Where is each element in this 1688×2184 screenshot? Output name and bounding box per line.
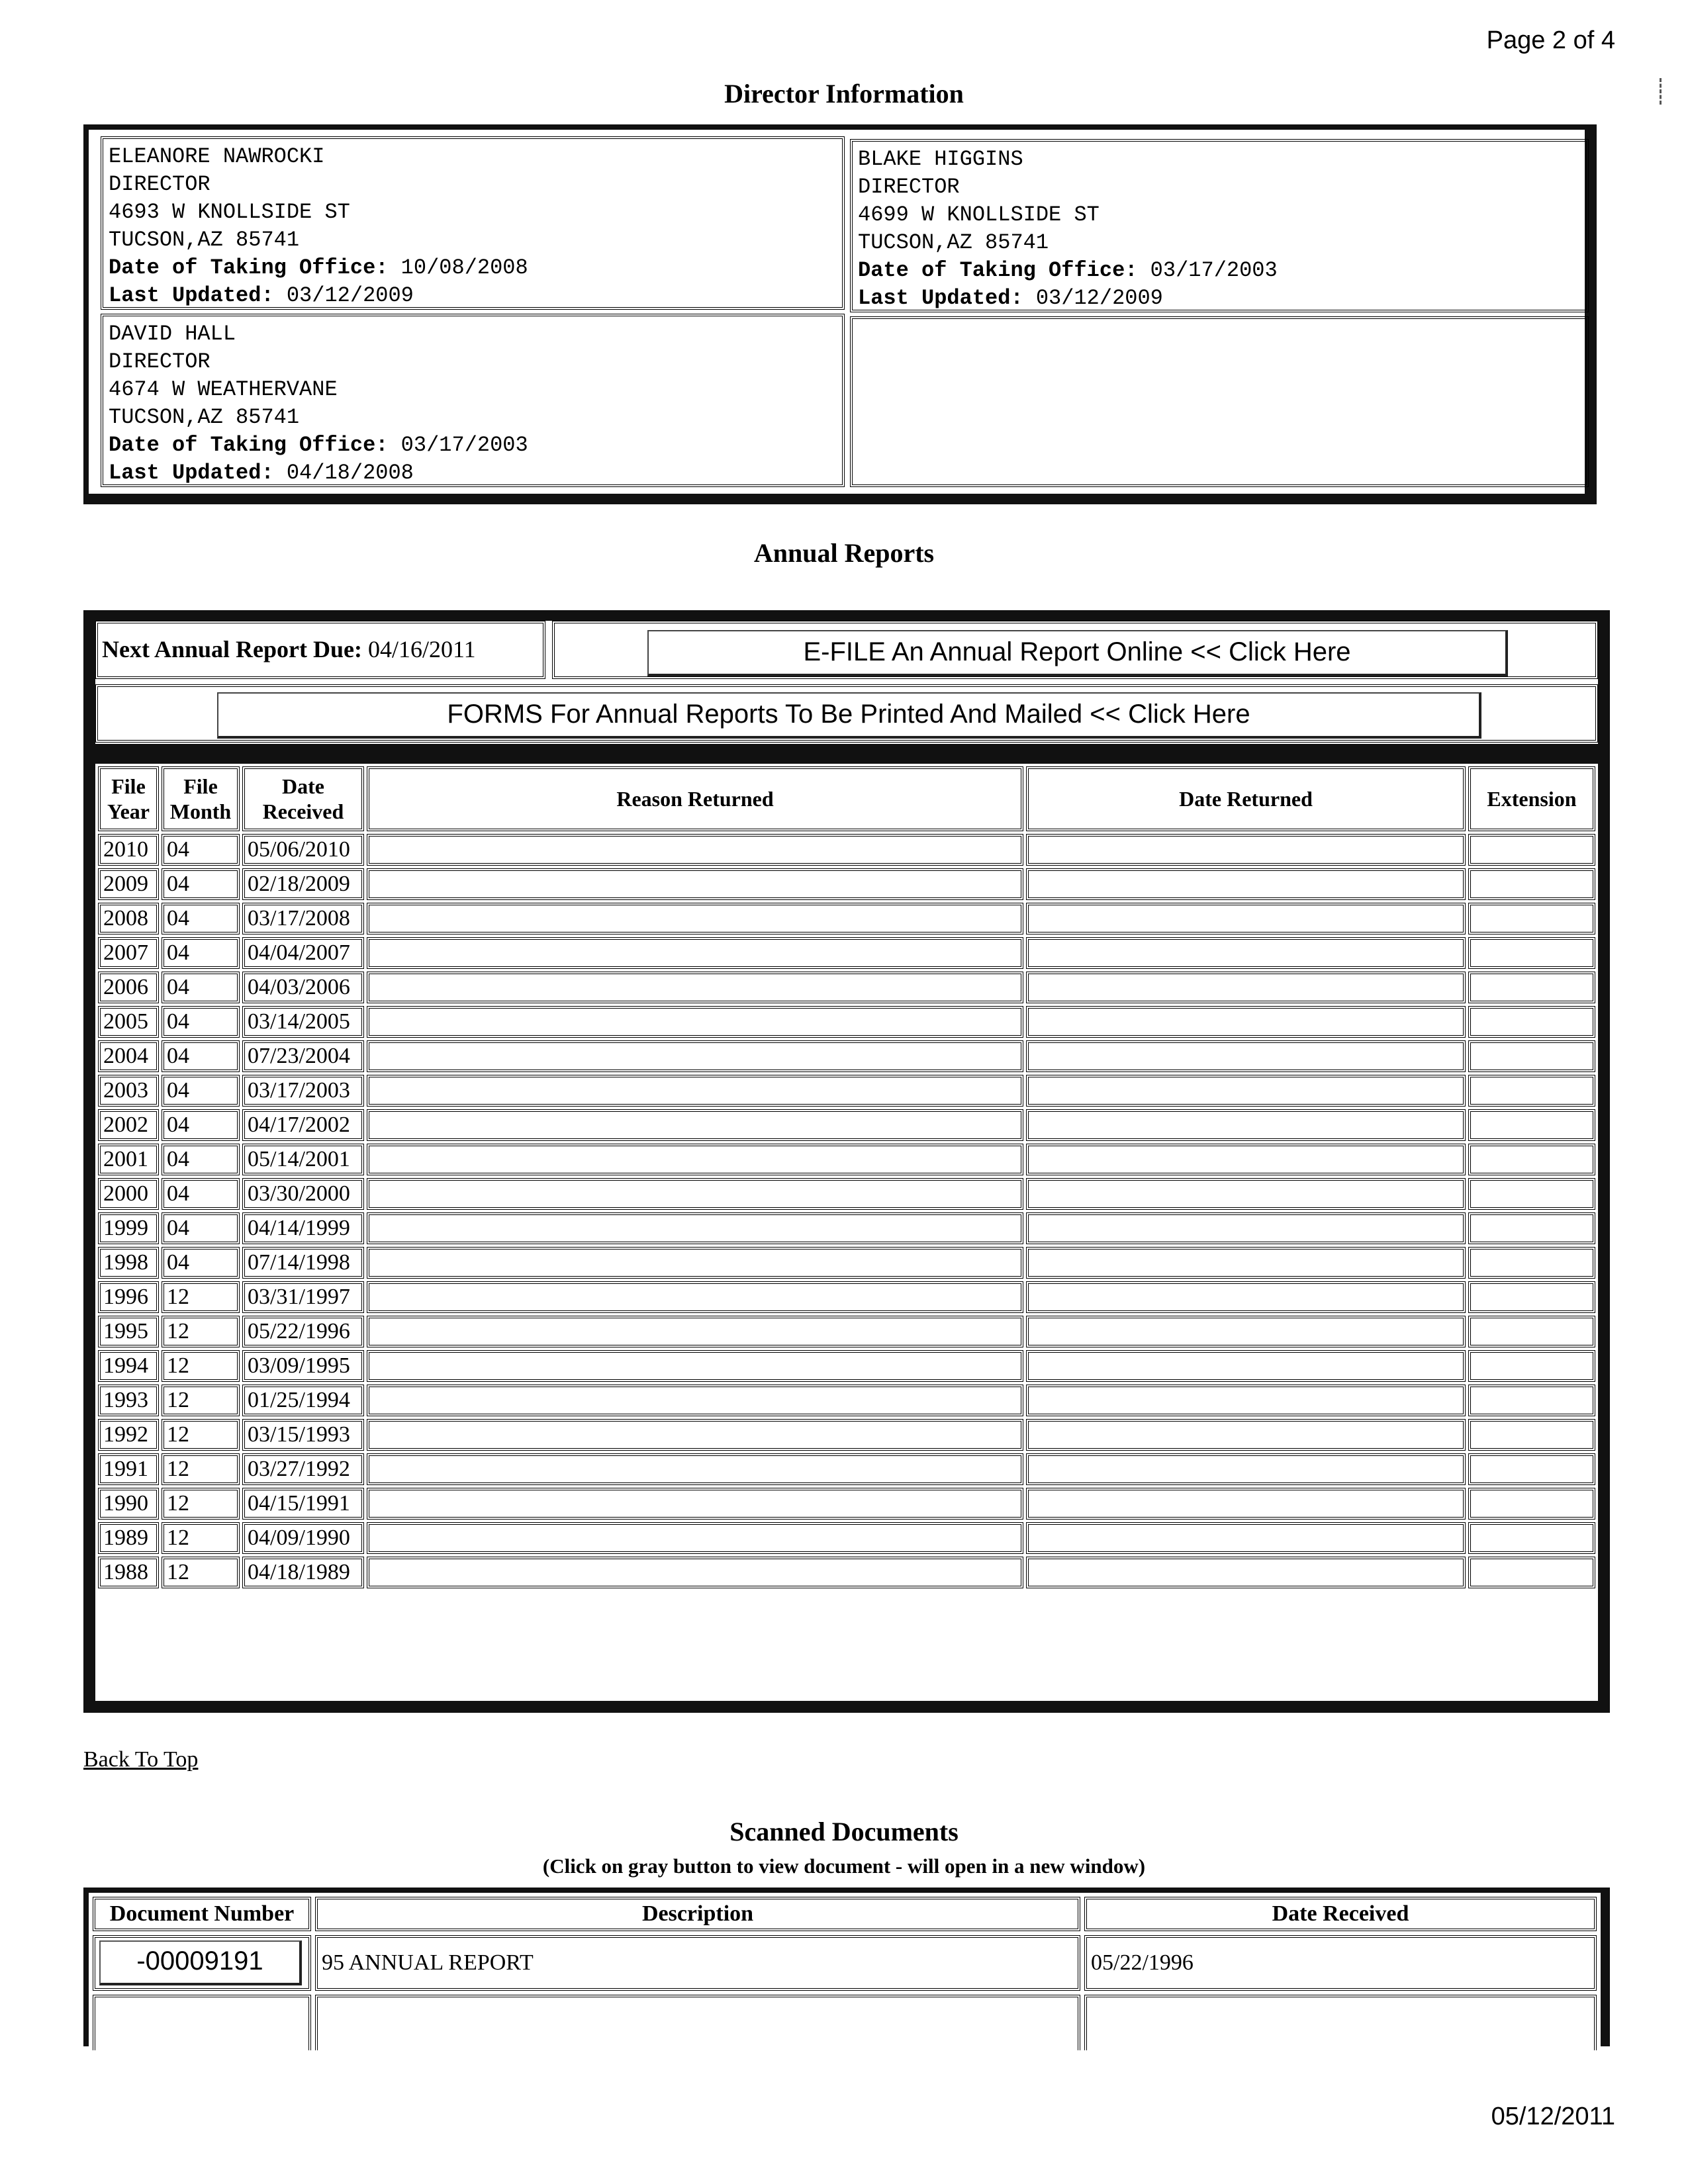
col-file-month: File Month — [162, 766, 240, 831]
director-last-updated: Last Updated: 03/12/2009 — [109, 283, 414, 308]
director-taking-office: Date of Taking Office: 10/08/2008 — [109, 255, 528, 280]
date-returned-cell — [1026, 1281, 1466, 1313]
scanned-documents-table — [83, 1888, 1610, 2046]
director-title: DIRECTOR — [109, 172, 211, 197]
director-taking-office: Date of Taking Office: 03/17/2003 — [109, 433, 528, 457]
reason-returned-cell — [367, 1522, 1023, 1554]
extension-cell — [1468, 1350, 1595, 1382]
forms-cell — [95, 684, 1598, 743]
back-to-top-link[interactable]: Back To Top — [83, 1747, 199, 1772]
extension-cell — [1468, 1281, 1595, 1313]
col-reason-returned: Reason Returned — [367, 766, 1023, 831]
director-title: DIRECTOR — [109, 349, 211, 374]
extension-cell — [1468, 1178, 1595, 1210]
month-cell: 12 — [162, 1281, 240, 1313]
director-name: ELEANORE NAWROCKI — [109, 144, 325, 169]
annual-reports-panel — [83, 610, 1610, 1713]
table-row — [98, 834, 1595, 866]
extension-cell — [1468, 1144, 1595, 1175]
extension-cell — [1468, 1006, 1595, 1038]
month-cell: 04 — [162, 1006, 240, 1038]
empty-cell — [1084, 1995, 1597, 2050]
table-row — [98, 1109, 1595, 1141]
month-cell: 12 — [162, 1522, 240, 1554]
year-cell: 1999 — [98, 1212, 159, 1244]
year-cell: 1989 — [98, 1522, 159, 1554]
reason-returned-cell — [367, 1040, 1023, 1072]
table-row — [98, 903, 1595, 934]
year-cell: 2000 — [98, 1178, 159, 1210]
director-taking-office: Date of Taking Office: 03/17/2003 — [858, 258, 1278, 283]
received-cell: 03/15/1993 — [242, 1419, 364, 1451]
reason-returned-cell — [367, 1453, 1023, 1485]
extension-cell — [1468, 1453, 1595, 1485]
year-cell: 2008 — [98, 903, 159, 934]
month-cell: 12 — [162, 1385, 240, 1416]
reason-returned-cell — [367, 1144, 1023, 1175]
extension-cell — [1468, 937, 1595, 969]
extension-cell — [1468, 972, 1595, 1003]
year-cell: 1994 — [98, 1350, 159, 1382]
received-cell: 03/27/1992 — [242, 1453, 364, 1485]
col-date-received: Date Received — [242, 766, 364, 831]
year-cell: 1991 — [98, 1453, 159, 1485]
date-returned-cell — [1026, 1247, 1466, 1279]
table-row — [98, 1212, 1595, 1244]
table-row — [98, 937, 1595, 969]
table-row — [98, 1040, 1595, 1072]
received-cell: 04/09/1990 — [242, 1522, 364, 1554]
extension-cell — [1468, 834, 1595, 866]
document-number-cell — [93, 1935, 311, 1991]
table-row — [98, 1178, 1595, 1210]
table-row — [98, 1453, 1595, 1485]
table-row — [98, 1385, 1595, 1416]
reason-returned-cell — [367, 1350, 1023, 1382]
year-cell: 2004 — [98, 1040, 159, 1072]
reason-returned-cell — [367, 1281, 1023, 1313]
month-cell: 12 — [162, 1316, 240, 1347]
page-number: Page 2 of 4 — [1486, 26, 1615, 54]
col-description: Description — [315, 1897, 1080, 1931]
table-row — [98, 1488, 1595, 1520]
scanned-documents-subtitle: (Click on gray button to view document - will open in a new window) — [542, 1854, 1146, 1878]
extension-cell — [1468, 1557, 1595, 1588]
year-cell: 1998 — [98, 1247, 159, 1279]
received-cell: 04/18/1989 — [242, 1557, 364, 1588]
table-row — [98, 1316, 1595, 1347]
received-cell: 04/14/1999 — [242, 1212, 364, 1244]
footer-date: 05/12/2011 — [1491, 2103, 1615, 2130]
received-cell: 03/30/2000 — [242, 1178, 364, 1210]
date-returned-cell — [1026, 1316, 1466, 1347]
empty-cell — [315, 1995, 1080, 2050]
forms-annual-report-button[interactable]: FORMS For Annual Reports To Be Printed And Mailed << Click Here — [217, 692, 1481, 739]
efile-annual-report-button[interactable]: E-FILE An Annual Report Online << Click Here — [647, 630, 1508, 676]
year-cell: 2001 — [98, 1144, 159, 1175]
date-returned-cell — [1026, 1144, 1466, 1175]
table-row — [93, 1935, 1597, 1991]
reason-returned-cell — [367, 1247, 1023, 1279]
extension-cell — [1468, 1075, 1595, 1107]
month-cell: 12 — [162, 1557, 240, 1588]
date-returned-cell — [1026, 1075, 1466, 1107]
date-returned-cell — [1026, 1488, 1466, 1520]
director-last-updated: Last Updated: 04/18/2008 — [109, 461, 414, 485]
table-row — [98, 1247, 1595, 1279]
month-cell: 04 — [162, 903, 240, 934]
received-cell: 05/14/2001 — [242, 1144, 364, 1175]
month-cell: 04 — [162, 834, 240, 866]
date-returned-cell — [1026, 834, 1466, 866]
col-extension: Extension — [1468, 766, 1595, 831]
year-cell: 1995 — [98, 1316, 159, 1347]
table-header-row — [93, 1897, 1597, 1931]
reason-returned-cell — [367, 1385, 1023, 1416]
reason-returned-cell — [367, 937, 1023, 969]
table-header-row — [98, 766, 1595, 831]
date-returned-cell — [1026, 1040, 1466, 1072]
year-cell: 2002 — [98, 1109, 159, 1141]
director-street: 4674 W WEATHERVANE — [109, 377, 338, 402]
reason-returned-cell — [367, 1488, 1023, 1520]
col-date-returned: Date Returned — [1026, 766, 1466, 831]
col-date-received: Date Received — [1084, 1897, 1597, 1931]
director-street: 4693 W KNOLLSIDE ST — [109, 200, 350, 224]
annual-reports-title: Annual Reports — [753, 538, 935, 568]
month-cell: 04 — [162, 868, 240, 900]
month-cell: 04 — [162, 1212, 240, 1244]
director-name: DAVID HALL — [109, 322, 236, 346]
annual-reports-rows — [98, 834, 1595, 1588]
annual-reports-actions — [95, 621, 1598, 744]
director-card — [101, 136, 845, 310]
reason-returned-cell — [367, 1212, 1023, 1244]
director-card-empty — [850, 316, 1589, 487]
extension-cell — [1468, 1212, 1595, 1244]
received-cell: 05/06/2010 — [242, 834, 364, 866]
extension-cell — [1468, 1109, 1595, 1141]
reason-returned-cell — [367, 1006, 1023, 1038]
table-row — [98, 1281, 1595, 1313]
received-cell: 07/23/2004 — [242, 1040, 364, 1072]
date-received-cell: 05/22/1996 — [1084, 1935, 1597, 1991]
efile-cell — [552, 621, 1598, 679]
year-cell: 1993 — [98, 1385, 159, 1416]
director-name: BLAKE HIGGINS — [858, 147, 1023, 171]
reason-returned-cell — [367, 903, 1023, 934]
director-section-title: Director Information — [724, 79, 964, 109]
next-report-due: Next Annual Report Due: 04/16/2011 — [95, 621, 545, 679]
reason-returned-cell — [367, 834, 1023, 866]
director-title: DIRECTOR — [858, 175, 960, 199]
director-card — [101, 314, 845, 487]
extension-cell — [1468, 903, 1595, 934]
year-cell: 2005 — [98, 1006, 159, 1038]
director-city: TUCSON,AZ 85741 — [109, 228, 300, 252]
description-cell: 95 ANNUAL REPORT — [315, 1935, 1080, 1991]
director-street: 4699 W KNOLLSIDE ST — [858, 203, 1100, 227]
date-returned-cell — [1026, 868, 1466, 900]
received-cell: 01/25/1994 — [242, 1385, 364, 1416]
received-cell: 04/04/2007 — [242, 937, 364, 969]
table-row — [93, 1995, 1597, 2050]
received-cell: 04/17/2002 — [242, 1109, 364, 1141]
month-cell: 04 — [162, 937, 240, 969]
table-row — [98, 972, 1595, 1003]
date-returned-cell — [1026, 1385, 1466, 1416]
year-cell: 2007 — [98, 937, 159, 969]
month-cell: 04 — [162, 1040, 240, 1072]
received-cell: 05/22/1996 — [242, 1316, 364, 1347]
extension-cell — [1468, 1488, 1595, 1520]
date-returned-cell — [1026, 1350, 1466, 1382]
received-cell: 02/18/2009 — [242, 868, 364, 900]
table-row — [98, 1006, 1595, 1038]
director-table — [83, 124, 1597, 504]
col-document-number: Document Number — [93, 1897, 311, 1931]
extension-cell — [1468, 1419, 1595, 1451]
month-cell: 04 — [162, 1178, 240, 1210]
reason-returned-cell — [367, 1178, 1023, 1210]
view-document-button[interactable]: -00009191 — [99, 1940, 302, 1985]
received-cell: 03/09/1995 — [242, 1350, 364, 1382]
reason-returned-cell — [367, 972, 1023, 1003]
month-cell: 04 — [162, 1247, 240, 1279]
col-file-year: File Year — [98, 766, 159, 831]
month-cell: 04 — [162, 1075, 240, 1107]
extension-cell — [1468, 868, 1595, 900]
year-cell: 2009 — [98, 868, 159, 900]
received-cell: 03/17/2003 — [242, 1075, 364, 1107]
year-cell: 2006 — [98, 972, 159, 1003]
reason-returned-cell — [367, 1109, 1023, 1141]
date-returned-cell — [1026, 1178, 1466, 1210]
annual-reports-table — [95, 764, 1598, 1701]
table-row — [98, 1350, 1595, 1382]
extension-cell — [1468, 1247, 1595, 1279]
reason-returned-cell — [367, 1075, 1023, 1107]
received-cell: 04/15/1991 — [242, 1488, 364, 1520]
table-row — [98, 868, 1595, 900]
reason-returned-cell — [367, 1316, 1023, 1347]
date-returned-cell — [1026, 1006, 1466, 1038]
director-last-updated: Last Updated: 03/12/2009 — [858, 286, 1163, 310]
reason-returned-cell — [367, 1557, 1023, 1588]
director-city: TUCSON,AZ 85741 — [858, 230, 1049, 255]
received-cell: 03/31/1997 — [242, 1281, 364, 1313]
table-row — [98, 1557, 1595, 1588]
month-cell: 12 — [162, 1419, 240, 1451]
director-card — [850, 139, 1589, 312]
year-cell: 1990 — [98, 1488, 159, 1520]
received-cell: 04/03/2006 — [242, 972, 364, 1003]
table-row — [98, 1144, 1595, 1175]
year-cell: 2003 — [98, 1075, 159, 1107]
year-cell: 1996 — [98, 1281, 159, 1313]
date-returned-cell — [1026, 1212, 1466, 1244]
scanned-documents-title: Scanned Documents — [729, 1817, 959, 1846]
reason-returned-cell — [367, 1419, 1023, 1451]
date-returned-cell — [1026, 1419, 1466, 1451]
date-returned-cell — [1026, 972, 1466, 1003]
year-cell: 1988 — [98, 1557, 159, 1588]
extension-cell — [1468, 1316, 1595, 1347]
month-cell: 12 — [162, 1488, 240, 1520]
year-cell: 2010 — [98, 834, 159, 866]
month-cell: 04 — [162, 1109, 240, 1141]
date-returned-cell — [1026, 903, 1466, 934]
table-row — [98, 1419, 1595, 1451]
received-cell: 03/14/2005 — [242, 1006, 364, 1038]
extension-cell — [1468, 1522, 1595, 1554]
date-returned-cell — [1026, 937, 1466, 969]
reason-returned-cell — [367, 868, 1023, 900]
director-city: TUCSON,AZ 85741 — [109, 405, 300, 430]
received-cell: 03/17/2008 — [242, 903, 364, 934]
date-returned-cell — [1026, 1109, 1466, 1141]
month-cell: 04 — [162, 1144, 240, 1175]
month-cell: 12 — [162, 1453, 240, 1485]
received-cell: 07/14/1998 — [242, 1247, 364, 1279]
table-row — [98, 1075, 1595, 1107]
date-returned-cell — [1026, 1557, 1466, 1588]
year-cell: 1992 — [98, 1419, 159, 1451]
extension-cell — [1468, 1385, 1595, 1416]
date-returned-cell — [1026, 1453, 1466, 1485]
month-cell: 12 — [162, 1350, 240, 1382]
table-row — [98, 1522, 1595, 1554]
empty-cell — [93, 1995, 311, 2050]
month-cell: 04 — [162, 972, 240, 1003]
extension-cell — [1468, 1040, 1595, 1072]
date-returned-cell — [1026, 1522, 1466, 1554]
